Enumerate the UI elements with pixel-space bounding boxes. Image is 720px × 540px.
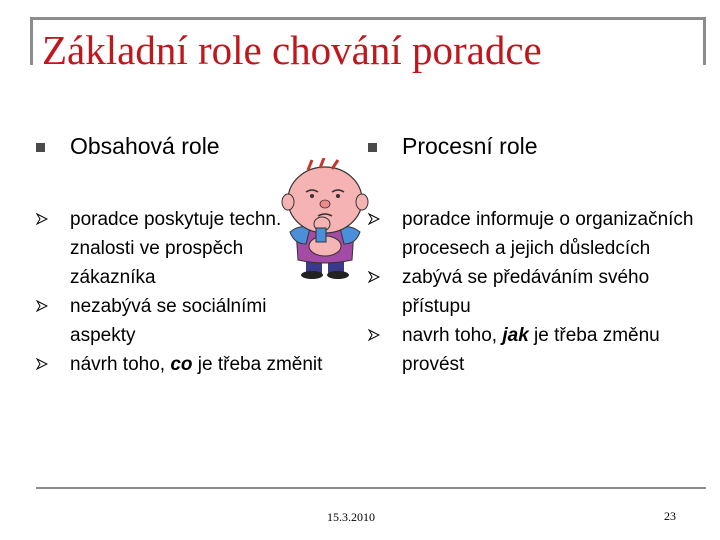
item-text: nezabývá se sociálními aspekty [70, 296, 267, 346]
column-heading-text: Procesní role [402, 133, 538, 159]
list-item [368, 263, 698, 321]
list-item [36, 350, 326, 379]
column-heading [368, 128, 698, 168]
item-text: zabývá se předáváním svého přístupu [402, 267, 650, 317]
item-text: poradce informuje o organizačních procesech a jejich důsledcích [402, 209, 694, 259]
item-text-pre: návrh toho, [70, 354, 171, 375]
arrowhead-bullet-icon [36, 213, 48, 225]
list-item [36, 292, 326, 350]
slide-frame-right [703, 17, 706, 65]
item-text-pre: navrh toho, [402, 325, 503, 346]
list-item [368, 321, 698, 379]
arrowhead-bullet-icon [36, 358, 48, 370]
item-text: poradce poskytuje techn. znalosti ve prospěch zákazníka [70, 209, 282, 288]
item-text-emphasis: jak [502, 325, 529, 346]
column-heading-text: Obsahová role [70, 133, 220, 159]
slide-frame-left [30, 17, 33, 65]
list-item [368, 205, 698, 263]
square-bullet-icon [36, 143, 45, 152]
slide-date: 15.3.2010 [327, 510, 375, 524]
process-role-column [368, 128, 698, 379]
footer-divider [36, 487, 706, 489]
slide-frame-top [30, 17, 706, 20]
square-bullet-icon [368, 143, 377, 152]
arrowhead-bullet-icon [368, 329, 380, 341]
arrowhead-bullet-icon [36, 300, 48, 312]
slide-number: 23 [664, 509, 676, 523]
thinking-boy-clipart [280, 158, 370, 280]
slide-title: Základní role chování poradce [42, 27, 542, 73]
item-text-emphasis: co [170, 354, 193, 375]
item-text-post: je třeba změnu provést [402, 325, 660, 375]
item-text-post: je třeba změnit [192, 354, 323, 375]
